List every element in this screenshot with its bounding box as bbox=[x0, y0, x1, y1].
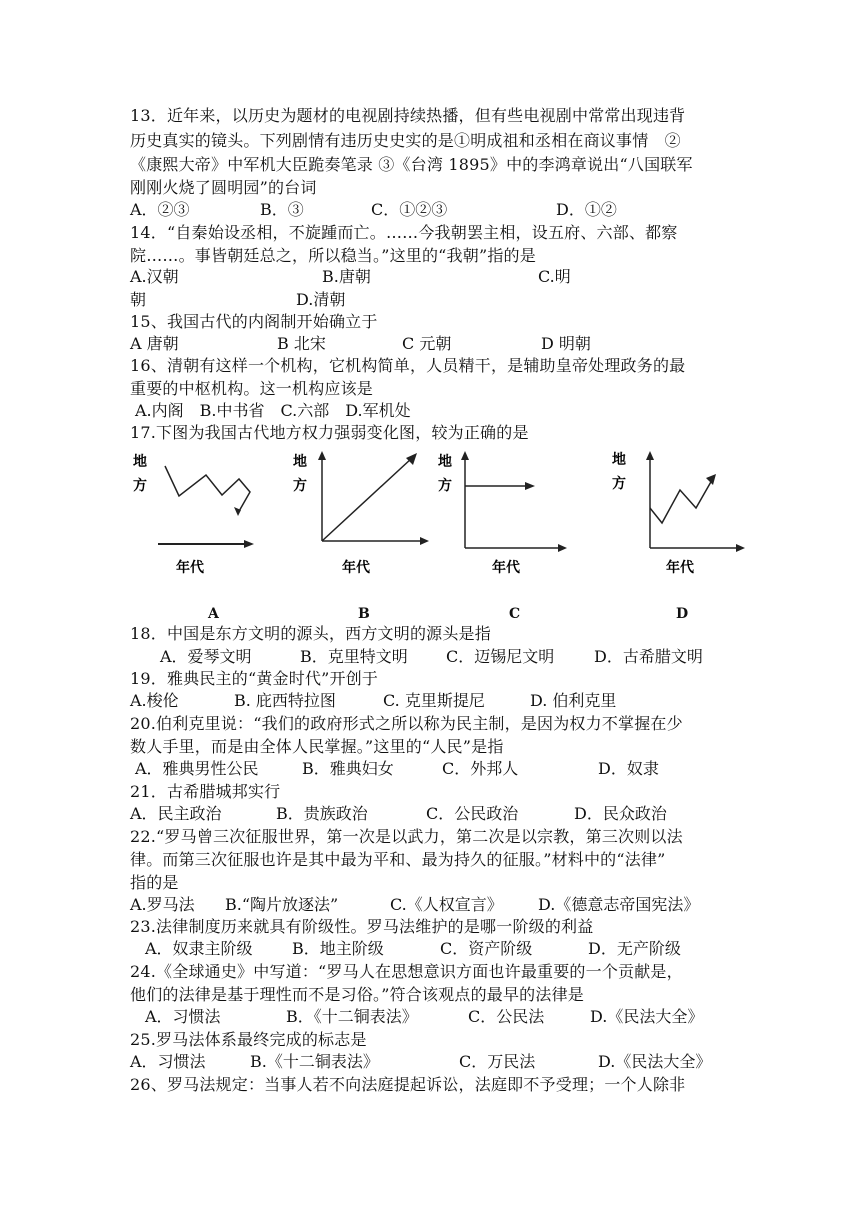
chart-c bbox=[435, 448, 585, 598]
q20-line-1: 20.伯利克里说：“我们的政府形式之所以称为民主制，是因为权力不掌握在少 bbox=[130, 714, 683, 733]
q14-option-c: C.明 bbox=[538, 267, 571, 286]
q15-option-d: D 明朝 bbox=[541, 334, 591, 353]
chart-d-caption: D bbox=[676, 606, 689, 622]
q22-option-c: C.《人权宣言》 bbox=[390, 895, 503, 914]
chart-b-xlabel: 年代 bbox=[342, 560, 370, 576]
q21-line-1: 21．古希腊城邦实行 bbox=[130, 782, 281, 801]
q22-line-1: 22.“罗马曾三次征服世界，第一次是以武力，第二次是以宗教，第三次则以法 bbox=[130, 827, 683, 846]
q19-line-1: 19．雅典民主的“黄金时代”开创于 bbox=[130, 669, 379, 688]
q20-line-2: 数人手里，而是由全体人民掌握。”这里的“人民”是指 bbox=[130, 737, 504, 756]
chart-d bbox=[610, 448, 760, 598]
q14-line-1: 14．“自秦始设丞相，不旋踵而亡。……今我朝罢主相，设五府、六部、都察 bbox=[130, 223, 678, 242]
chart-c-arrowhead bbox=[525, 482, 535, 490]
q24-option-a: A．习惯法 bbox=[145, 1007, 221, 1026]
q13-line-1: 13．近年来，以历史为题材的电视剧持续热播，但有些电视剧中常常出现违背 bbox=[130, 106, 686, 125]
q22-option-b: B.“陶片放逐法” bbox=[225, 895, 339, 914]
q18-option-b: B．克里特文明 bbox=[300, 647, 408, 666]
q19-option-d: D. 伯利克里 bbox=[530, 691, 617, 710]
q20-option-d: D．奴隶 bbox=[598, 759, 659, 778]
chart-c-y-arrow bbox=[461, 451, 469, 460]
chart-b-x-arrow bbox=[420, 537, 429, 545]
q21-option-b: B．贵族政治 bbox=[276, 804, 368, 823]
q23-option-d: D．无产阶级 bbox=[588, 939, 681, 958]
q14-option-d: D.清朝 bbox=[296, 290, 346, 309]
q13-option-b: B．③ bbox=[260, 200, 304, 219]
chart-d-xlabel: 年代 bbox=[666, 560, 694, 576]
chart-b-ylabel-1: 地 bbox=[293, 454, 307, 470]
q13-option-a: A．②③ bbox=[130, 200, 190, 219]
chart-c-ylabel-2: 方 bbox=[438, 478, 452, 494]
q16-line-1: 16、清朝有这样一个机构，它机构简单，人员精干，是辅助皇帝处理政务的最 bbox=[130, 356, 686, 375]
q25-option-d: D.《民法大全》 bbox=[598, 1052, 712, 1071]
q25-option-c: C．万民法 bbox=[459, 1052, 536, 1071]
q22-line-2: 律。而第三次征服也许是其中最为平和、最为持久的征服。”材料中的“法律” bbox=[130, 850, 666, 869]
q24-option-b: B．《十二铜表法》 bbox=[286, 1007, 418, 1026]
chart-b-y-arrow bbox=[318, 451, 326, 460]
chart-c-xlabel: 年代 bbox=[492, 560, 520, 576]
q26-line-1: 26、罗马法规定：当事人若不向法庭提起诉讼，法庭即不予受理；一个人除非 bbox=[130, 1075, 686, 1094]
q17-line-1: 17.下图为我国古代地方权力强弱变化图，较为正确的是 bbox=[130, 423, 529, 442]
q13-line-3: 《康熙大帝》中军机大臣跪奏笔录 ③《台湾 1895》中的李鸿章说出“八国联军 bbox=[130, 155, 693, 174]
q20-option-b: B．雅典妇女 bbox=[302, 759, 394, 778]
q15-line-1: 15、我国古代的内阁制开始确立于 bbox=[130, 312, 378, 331]
chart-b-svg bbox=[290, 448, 440, 598]
q20-option-a: A．雅典男性公民 bbox=[135, 759, 259, 778]
q14-option-a: A.汉朝 bbox=[130, 267, 179, 286]
chart-a-ylabel-2: 方 bbox=[133, 478, 147, 494]
q21-option-a: A．民主政治 bbox=[130, 804, 222, 823]
chart-a-svg bbox=[130, 448, 280, 598]
q23-option-c: C．资产阶级 bbox=[440, 939, 533, 958]
q20-option-c: C．外邦人 bbox=[442, 759, 519, 778]
chart-d-trend-line bbox=[650, 480, 712, 523]
q25-line-1: 25.罗马法体系最终完成的标志是 bbox=[130, 1030, 367, 1049]
chart-d-y-arrow bbox=[646, 451, 654, 460]
q19-option-a: A.梭伦 bbox=[130, 691, 179, 710]
q19-option-c: C. 克里斯提尼 bbox=[383, 691, 485, 710]
q23-option-a: A．奴隶主阶级 bbox=[145, 939, 253, 958]
q21-option-c: C．公民政治 bbox=[426, 804, 519, 823]
q13-line-2: 历史真实的镜头。下列剧情有违历史史实的是①明成祖和丞相在商议事情 ② bbox=[130, 131, 681, 150]
q24-line-2: 他们的法律是基于理性而不是习俗。”符合该观点的最早的法律是 bbox=[130, 985, 584, 1004]
chart-d-ylabel-2: 方 bbox=[612, 476, 626, 492]
q23-option-b: B．地主阶级 bbox=[292, 939, 384, 958]
q16-options: A.内阁 B.中书省 C.六部 D.军机处 bbox=[135, 401, 411, 420]
q24-option-c: C．公民法 bbox=[468, 1007, 545, 1026]
q13-line-4: 刚刚火烧了圆明园”的台词 bbox=[130, 178, 317, 197]
q14-line-2: 院……。事皆朝廷总之，所以稳当。”这里的“我朝”指的是 bbox=[130, 246, 536, 265]
q18-line-1: 18．中国是东方文明的源头，西方文明的源头是指 bbox=[130, 624, 491, 643]
q22-option-d: D.《德意志帝国宪法》 bbox=[538, 895, 700, 914]
q23-line-1: 23.法律制度历来就具有阶级性。罗马法维护的是哪一阶级的利益 bbox=[130, 917, 594, 936]
chart-a-xlabel: 年代 bbox=[176, 560, 204, 576]
q19-option-b: B. 庇西特拉图 bbox=[234, 691, 336, 710]
q25-option-a: A．习惯法 bbox=[130, 1052, 206, 1071]
q15-option-a: A 唐朝 bbox=[130, 334, 179, 353]
chart-b-caption: B bbox=[358, 606, 370, 622]
chart-d-arrowhead bbox=[706, 474, 716, 485]
chart-d-svg bbox=[610, 448, 760, 598]
q13-option-c: C．①②③ bbox=[371, 200, 448, 219]
chart-b-trend-line bbox=[322, 458, 412, 541]
chart-a-trend-line bbox=[165, 466, 250, 513]
q22-line-3: 指的是 bbox=[130, 873, 179, 892]
q18-option-a: A．爱琴文明 bbox=[160, 647, 252, 666]
chart-a-x-arrow bbox=[244, 540, 254, 548]
chart-b bbox=[290, 448, 440, 598]
q25-option-b: B.《十二铜表法》 bbox=[250, 1052, 379, 1071]
q15-option-c: C 元朝 bbox=[402, 334, 452, 353]
q13-option-d: D．①② bbox=[556, 200, 617, 219]
q18-option-c: C．迈锡尼文明 bbox=[446, 647, 555, 666]
chart-a bbox=[130, 448, 280, 598]
chart-c-svg bbox=[435, 448, 585, 598]
chart-c-ylabel-1: 地 bbox=[438, 454, 452, 470]
chart-a-ylabel-1: 地 bbox=[133, 454, 147, 470]
chart-d-ylabel-1: 地 bbox=[612, 452, 626, 468]
q21-option-d: D．民众政治 bbox=[574, 804, 667, 823]
chart-c-caption: C bbox=[509, 606, 521, 622]
q15-option-b: B 北宋 bbox=[277, 334, 326, 353]
chart-b-ylabel-2: 方 bbox=[293, 478, 307, 494]
q14-option-c-wrap: 朝 bbox=[130, 290, 147, 309]
q22-option-a: A.罗马法 bbox=[130, 895, 195, 914]
q18-option-d: D．古希腊文明 bbox=[594, 647, 703, 666]
q16-line-2: 重要的中枢机构。这一机构应该是 bbox=[130, 379, 374, 398]
chart-a-caption: A bbox=[208, 606, 219, 622]
q14-option-b: B.唐朝 bbox=[322, 267, 371, 286]
q24-line-1: 24.《全球通史》中写道：“罗马人在思想意识方面也许最重要的一个贡献是， bbox=[130, 962, 683, 981]
q24-option-d: D.《民法大全》 bbox=[590, 1007, 704, 1026]
chart-b-arrowhead bbox=[406, 453, 417, 465]
chart-c-x-arrow bbox=[558, 544, 567, 552]
chart-d-x-arrow bbox=[736, 544, 745, 552]
